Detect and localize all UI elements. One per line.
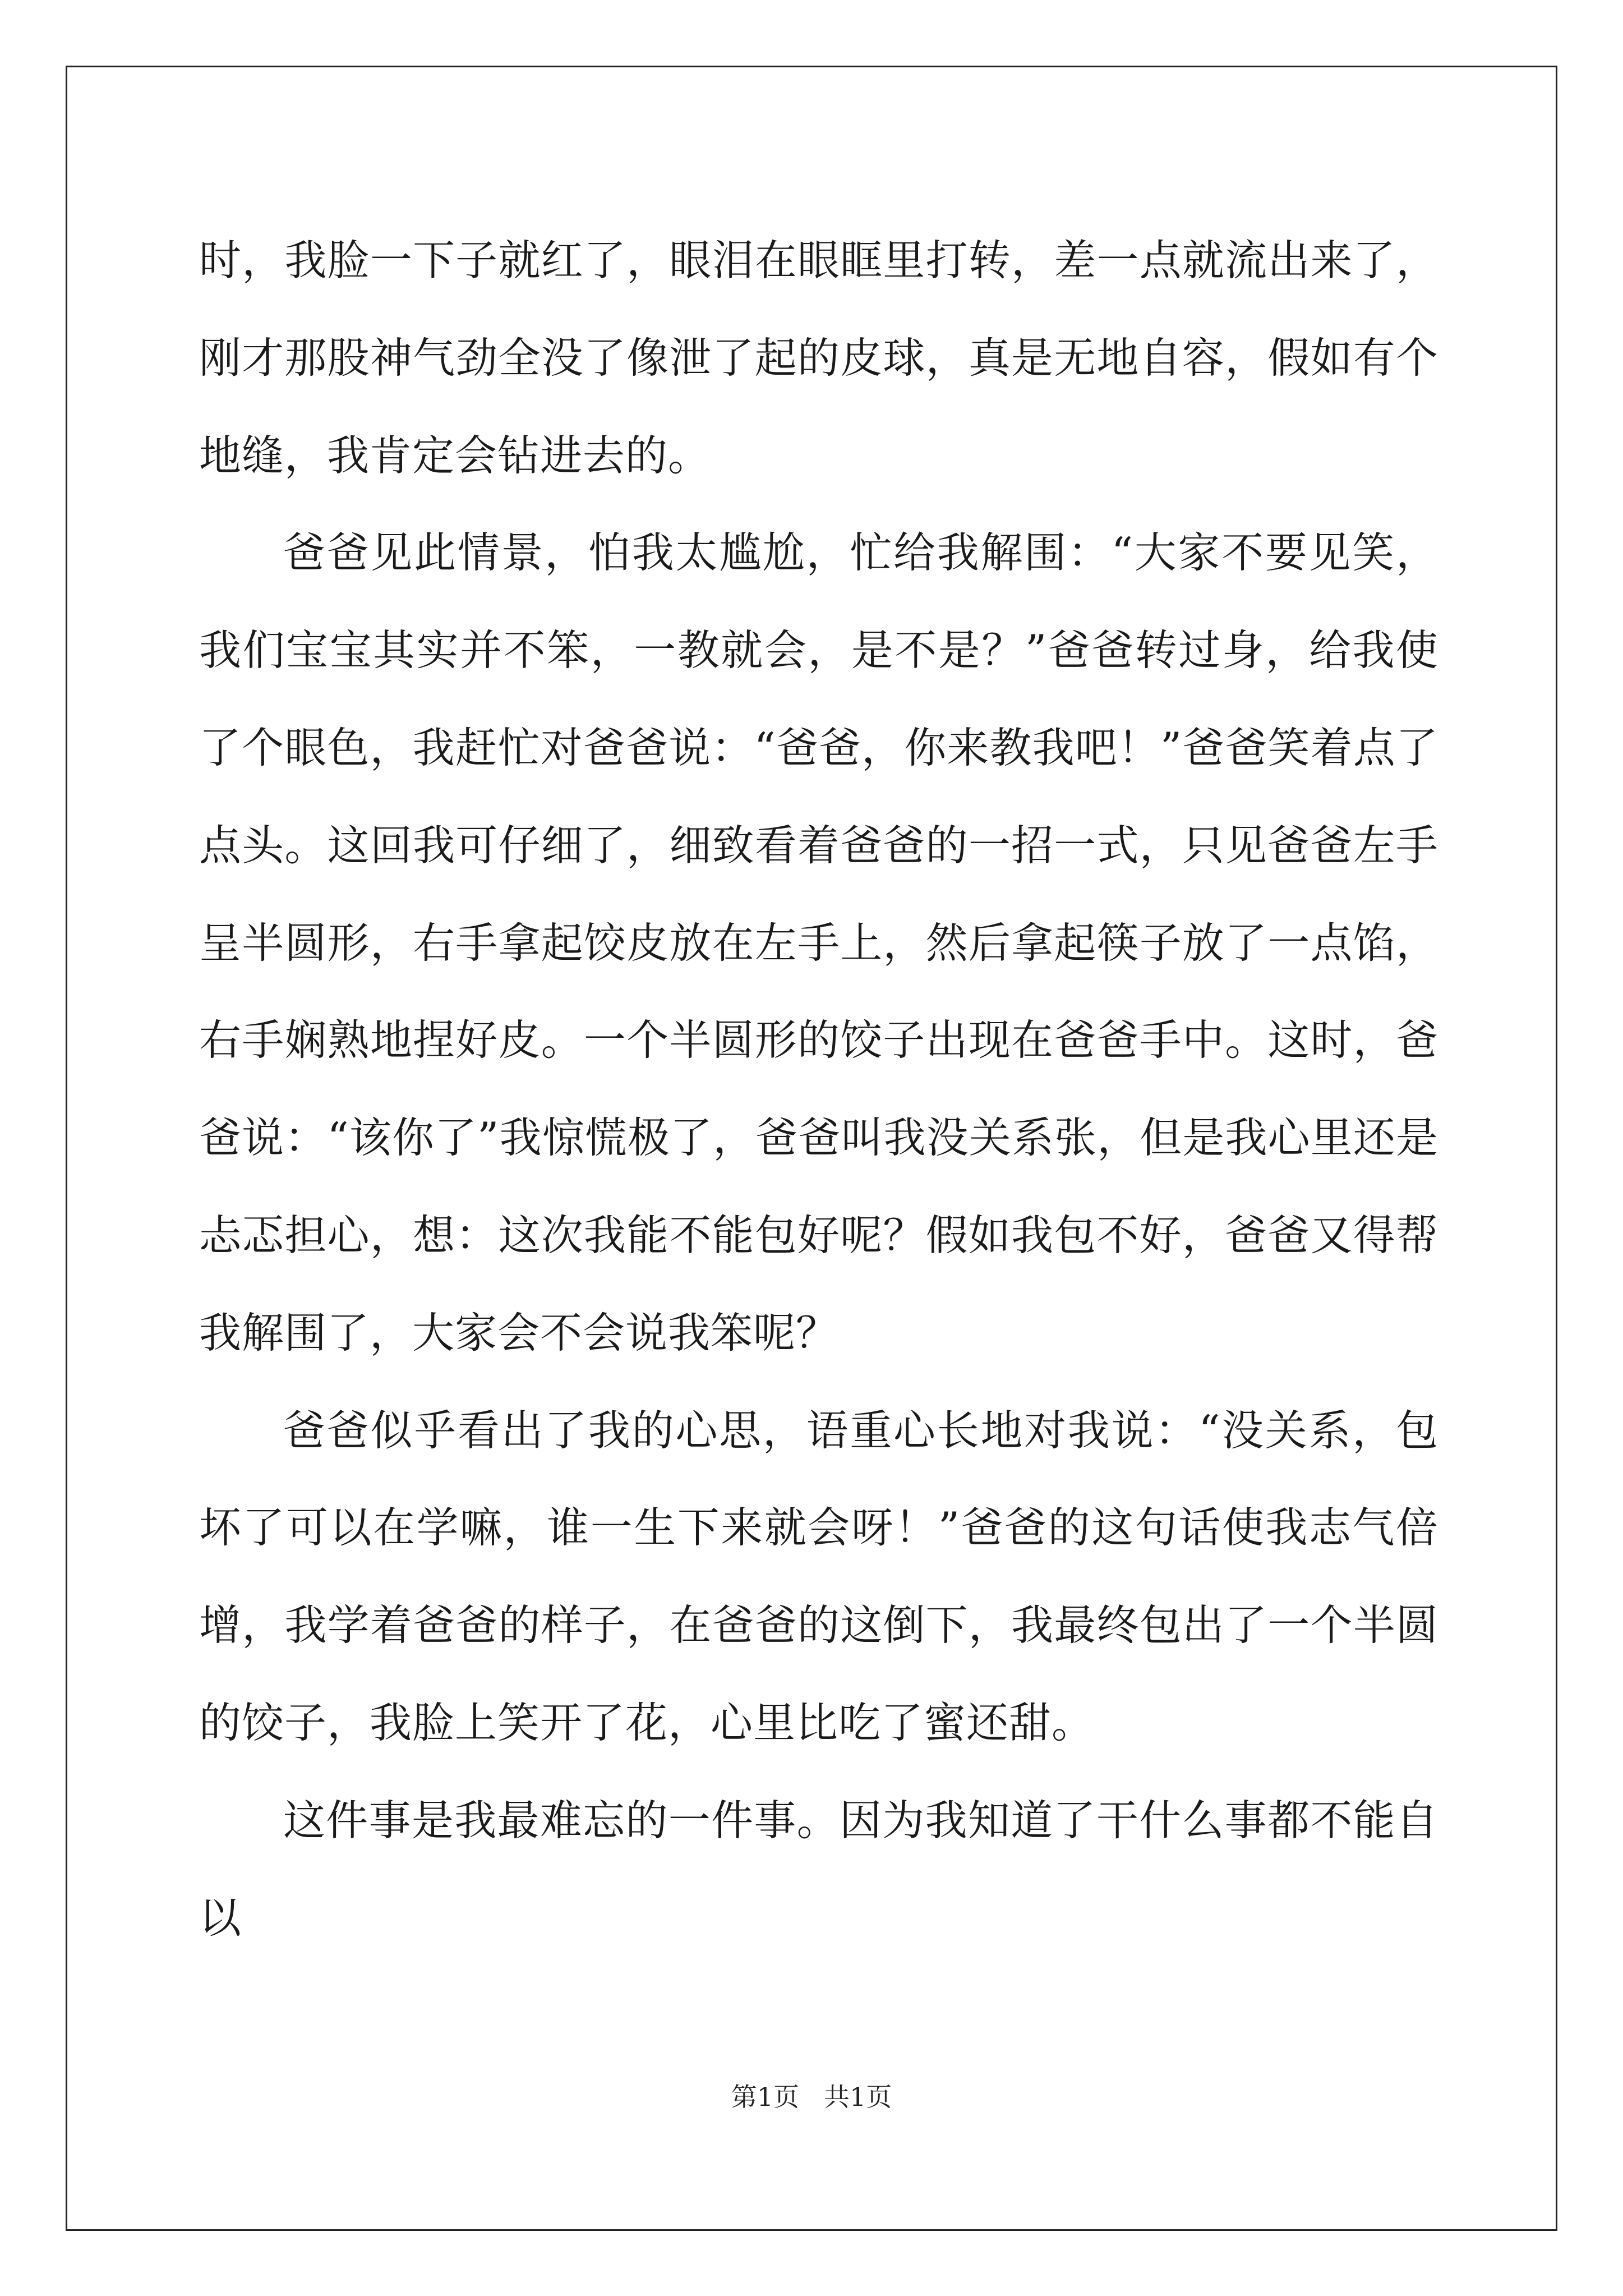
page-total: 共1页 [823,2082,892,2112]
page-number: 第1页 [731,2082,800,2112]
paragraph-1: 时，我脸一下子就红了，眼泪在眼眶里打转，差一点就流出来了，刚才那股神气劲全没了像泄了起的皮球，真是无地自容，假如有个地缝，我肯定会钻进去的。 [199,236,1438,480]
footer-spacer [799,2082,824,2112]
page-footer [0,2080,1623,2114]
document-body [199,212,1438,1967]
paragraph-2: 爸爸见此情景，怕我太尴尬，忙给我解围：“大家不要见笑，我们宝宝其实并不笨，一教就会，是不是？”爸爸转过身，给我使了个眼色，我赶忙对爸爸说：“爸爸，你来教我吧！”爸爸笑着点了点头。这回我可仔细了，细致看着爸爸的一招一式，只见爸爸左手呈半圆形，右手拿起饺皮放在左手上，然后拿起筷子放了一点馅，右手娴熟地捏好皮。一个半圆形的饺子出现在爸爸手中。这时，爸爸说：“该你了”我惊慌极了，爸爸叫我没关系张，但是我心里还是忐忑担心，想：这次我能不能包好呢？假如我包不好，爸爸又得帮我解围了，大家会不会说我笨呢？ [199,528,1438,1358]
paragraph-3: 爸爸似乎看出了我的心思，语重心长地对我说：“没关系，包坏了可以在学嘛，谁一生下来就会呀！”爸爸的这句话使我志气倍增，我学着爸爸的样子，在爸爸的这倒下，我最终包出了一个半圆的饺子，我脸上笑开了花，心里比吃了蜜还甜。 [199,1405,1438,1747]
paragraph-4: 这件事是我最难忘的一件事。因为我知道了干什么事都不能自以 [199,1795,1438,1943]
